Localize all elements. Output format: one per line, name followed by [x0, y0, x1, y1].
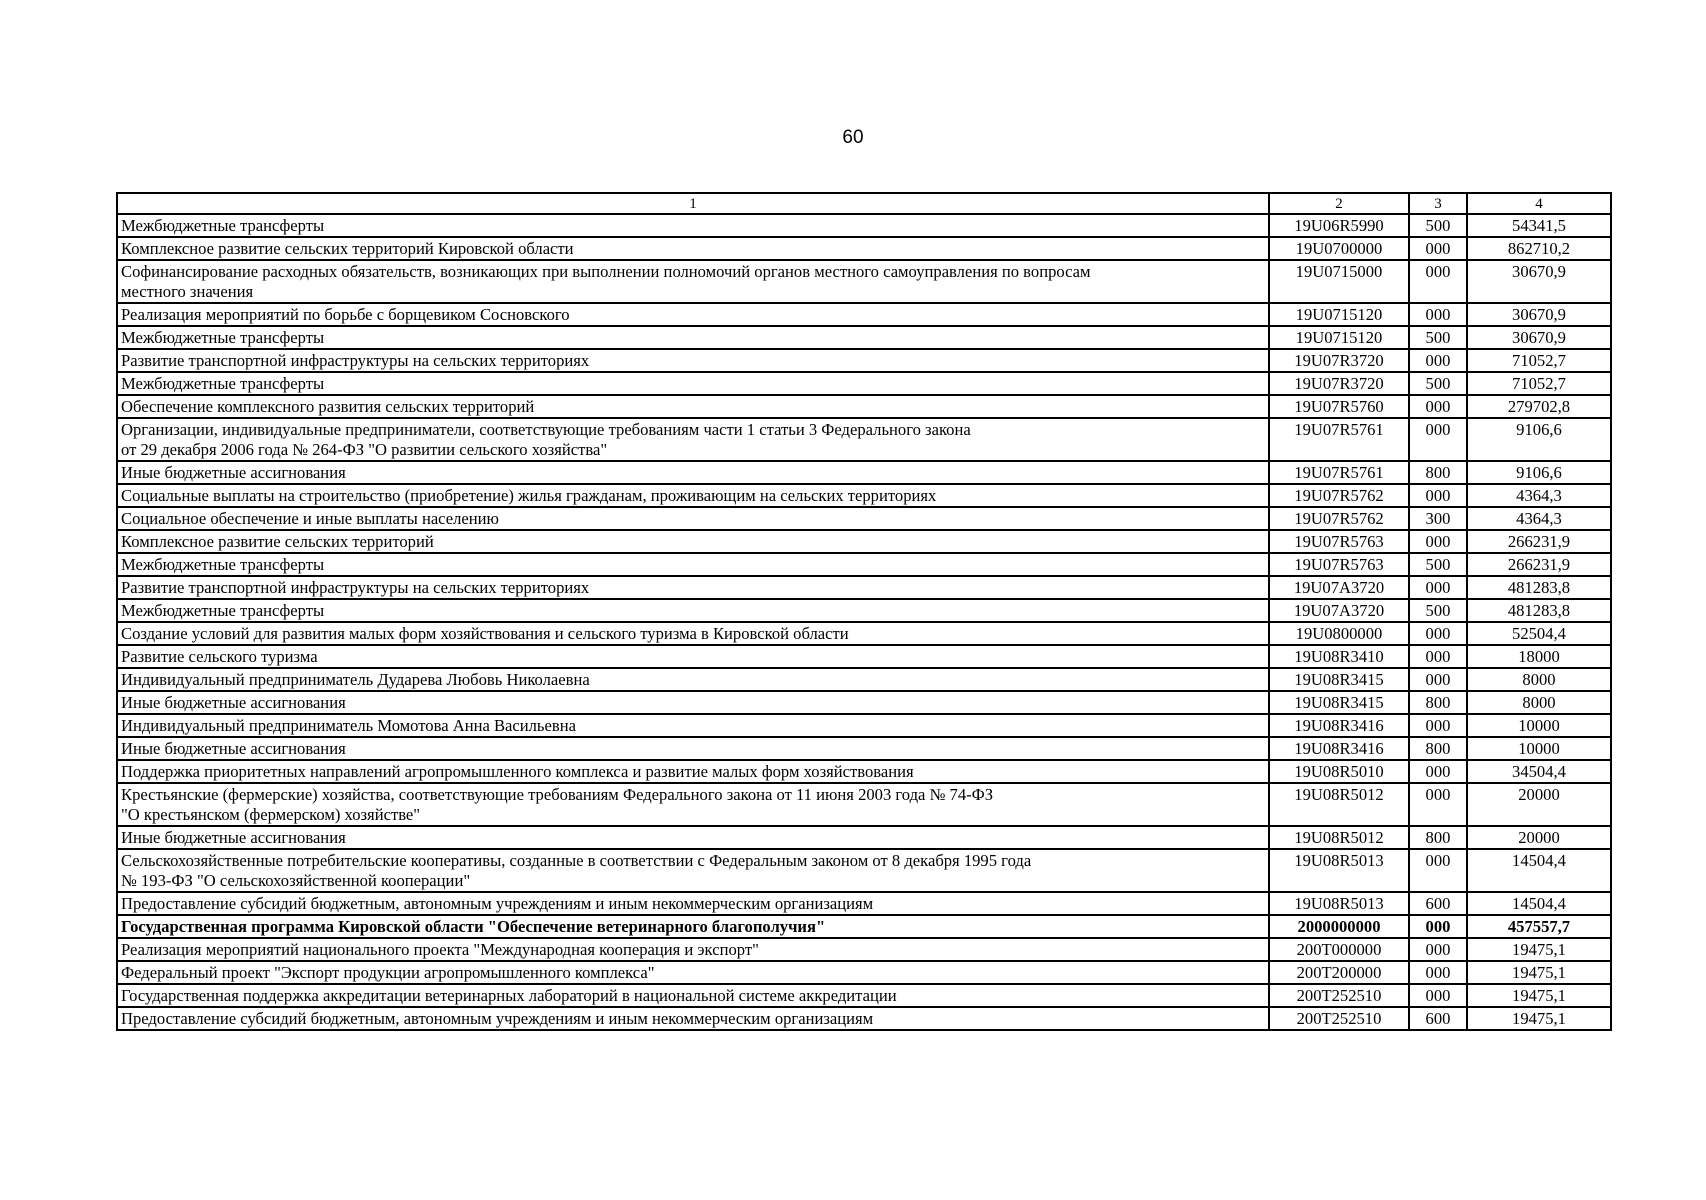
row-name-cell: Государственная поддержка аккредитации ветеринарных лабораторий в национальной системе аккредитации — [117, 984, 1269, 1007]
row-sum-cell: 4364,3 — [1467, 484, 1611, 507]
row-name-cell: Крестьянские (фермерские) хозяйства, соответствующие требованиям Федерального закона от 11 июня 2003 года № 74-ФЗ "О крестьянском (фермерском) хозяйстве" — [117, 783, 1269, 826]
row-type-cell: 000 — [1409, 783, 1467, 826]
row-type-cell: 800 — [1409, 737, 1467, 760]
row-name-cell: Реализация мероприятий национального проекта "Международная кооперация и экспорт" — [117, 938, 1269, 961]
table-row — [117, 530, 1611, 553]
row-sum-cell: 71052,7 — [1467, 372, 1611, 395]
row-type-cell: 500 — [1409, 326, 1467, 349]
row-name-cell: Межбюджетные трансферты — [117, 326, 1269, 349]
row-sum-cell: 52504,4 — [1467, 622, 1611, 645]
row-code-cell: 19U07R3720 — [1269, 372, 1409, 395]
row-sum-cell: 20000 — [1467, 783, 1611, 826]
row-sum-cell: 457557,7 — [1467, 915, 1611, 938]
table-row — [117, 961, 1611, 984]
row-sum-cell: 9106,6 — [1467, 461, 1611, 484]
table-row — [117, 938, 1611, 961]
row-sum-cell: 18000 — [1467, 645, 1611, 668]
row-type-cell: 000 — [1409, 530, 1467, 553]
row-sum-cell: 8000 — [1467, 668, 1611, 691]
row-code-cell: 19U08R3416 — [1269, 737, 1409, 760]
row-code-cell: 19U08R5013 — [1269, 892, 1409, 915]
row-sum-cell: 54341,5 — [1467, 214, 1611, 237]
row-sum-cell: 19475,1 — [1467, 984, 1611, 1007]
row-type-cell: 600 — [1409, 1007, 1467, 1030]
row-code-cell: 19U07R5762 — [1269, 484, 1409, 507]
table-row — [117, 984, 1611, 1007]
row-type-cell: 000 — [1409, 395, 1467, 418]
row-code-cell: 19U08R3410 — [1269, 645, 1409, 668]
row-name-cell: Создание условий для развития малых форм хозяйствования и сельского туризма в Кировской области — [117, 622, 1269, 645]
row-code-cell: 2000000000 — [1269, 915, 1409, 938]
row-code-cell: 200T252510 — [1269, 1007, 1409, 1030]
table-row — [117, 461, 1611, 484]
row-type-cell: 000 — [1409, 645, 1467, 668]
row-name-cell: Предоставление субсидий бюджетным, автономным учреждениям и иным некоммерческим организациям — [117, 892, 1269, 915]
table-header-row — [117, 193, 1611, 214]
page-number: 60 — [842, 127, 864, 148]
row-sum-cell: 30670,9 — [1467, 260, 1611, 303]
row-name-cell: Межбюджетные трансферты — [117, 214, 1269, 237]
row-code-cell: 19U08R3416 — [1269, 714, 1409, 737]
row-code-cell: 200T200000 — [1269, 961, 1409, 984]
table-row — [117, 714, 1611, 737]
row-type-cell: 000 — [1409, 938, 1467, 961]
table-row — [117, 826, 1611, 849]
row-sum-cell: 30670,9 — [1467, 326, 1611, 349]
row-code-cell: 19U08R5012 — [1269, 826, 1409, 849]
table-row — [117, 326, 1611, 349]
row-sum-cell: 481283,8 — [1467, 576, 1611, 599]
row-name-cell: Развитие транспортной инфраструктуры на сельских территориях — [117, 349, 1269, 372]
row-sum-cell: 20000 — [1467, 826, 1611, 849]
row-type-cell: 800 — [1409, 461, 1467, 484]
row-code-cell: 19U08R5012 — [1269, 783, 1409, 826]
row-name-cell: Межбюджетные трансферты — [117, 372, 1269, 395]
header-col-4: 4 — [1467, 193, 1611, 214]
table-row — [117, 691, 1611, 714]
row-code-cell: 19U08R5010 — [1269, 760, 1409, 783]
row-code-cell: 19U07R5761 — [1269, 461, 1409, 484]
row-type-cell: 000 — [1409, 961, 1467, 984]
row-sum-cell: 19475,1 — [1467, 938, 1611, 961]
row-type-cell: 600 — [1409, 892, 1467, 915]
table-row — [117, 783, 1611, 826]
row-name-cell: Поддержка приоритетных направлений агропромышленного комплекса и развитие малых форм хозяйствования — [117, 760, 1269, 783]
row-name-cell: Предоставление субсидий бюджетным, автономным учреждениям и иным некоммерческим организациям — [117, 1007, 1269, 1030]
row-type-cell: 000 — [1409, 668, 1467, 691]
row-type-cell: 500 — [1409, 599, 1467, 622]
row-name-cell: Государственная программа Кировской области "Обеспечение ветеринарного благополучия" — [117, 915, 1269, 938]
row-name-cell: Комплексное развитие сельских территорий Кировской области — [117, 237, 1269, 260]
budget-table-body — [117, 193, 1611, 1030]
table-row — [117, 507, 1611, 530]
header-col-1: 1 — [117, 193, 1269, 214]
row-type-cell: 000 — [1409, 714, 1467, 737]
row-code-cell: 19U0715120 — [1269, 326, 1409, 349]
row-type-cell: 000 — [1409, 849, 1467, 892]
row-sum-cell: 14504,4 — [1467, 892, 1611, 915]
row-name-cell: Индивидуальный предприниматель Момотова Анна Васильевна — [117, 714, 1269, 737]
table-row — [117, 645, 1611, 668]
row-sum-cell: 266231,9 — [1467, 530, 1611, 553]
row-sum-cell: 4364,3 — [1467, 507, 1611, 530]
row-code-cell: 19U0715000 — [1269, 260, 1409, 303]
row-sum-cell: 10000 — [1467, 714, 1611, 737]
row-type-cell: 000 — [1409, 260, 1467, 303]
row-type-cell: 300 — [1409, 507, 1467, 530]
table-row — [117, 395, 1611, 418]
row-sum-cell: 8000 — [1467, 691, 1611, 714]
row-code-cell: 19U07R5761 — [1269, 418, 1409, 461]
row-sum-cell: 30670,9 — [1467, 303, 1611, 326]
row-sum-cell: 10000 — [1467, 737, 1611, 760]
row-sum-cell: 14504,4 — [1467, 849, 1611, 892]
row-sum-cell: 862710,2 — [1467, 237, 1611, 260]
row-name-cell: Организации, индивидуальные предприниматели, соответствующие требованиям части 1 статьи 3 Федерального закона от 29 декабря 2006 года № 264-ФЗ "О развитии сельского хозяйства" — [117, 418, 1269, 461]
table-row — [117, 915, 1611, 938]
row-name-cell: Федеральный проект "Экспорт продукции агропромышленного комплекса" — [117, 961, 1269, 984]
row-type-cell: 000 — [1409, 760, 1467, 783]
row-name-cell: Социальное обеспечение и иные выплаты населению — [117, 507, 1269, 530]
header-col-2: 2 — [1269, 193, 1409, 214]
table-row — [117, 760, 1611, 783]
row-type-cell: 800 — [1409, 691, 1467, 714]
row-type-cell: 000 — [1409, 349, 1467, 372]
row-name-cell: Межбюджетные трансферты — [117, 553, 1269, 576]
row-name-cell: Иные бюджетные ассигнования — [117, 461, 1269, 484]
row-sum-cell: 19475,1 — [1467, 1007, 1611, 1030]
row-name-cell: Иные бюджетные ассигнования — [117, 737, 1269, 760]
row-type-cell: 500 — [1409, 214, 1467, 237]
row-code-cell: 19U07R5760 — [1269, 395, 1409, 418]
table-row — [117, 484, 1611, 507]
row-code-cell: 19U08R3415 — [1269, 691, 1409, 714]
table-row — [117, 892, 1611, 915]
table-row — [117, 622, 1611, 645]
row-sum-cell: 71052,7 — [1467, 349, 1611, 372]
row-code-cell: 19U0715120 — [1269, 303, 1409, 326]
row-code-cell: 19U07R5763 — [1269, 530, 1409, 553]
table-row — [117, 576, 1611, 599]
row-type-cell: 000 — [1409, 915, 1467, 938]
table-row — [117, 214, 1611, 237]
table-row — [117, 418, 1611, 461]
row-name-cell: Иные бюджетные ассигнования — [117, 826, 1269, 849]
row-type-cell: 000 — [1409, 622, 1467, 645]
table-row — [117, 349, 1611, 372]
row-sum-cell: 266231,9 — [1467, 553, 1611, 576]
budget-table — [116, 192, 1612, 1031]
row-type-cell: 500 — [1409, 553, 1467, 576]
row-code-cell: 200T252510 — [1269, 984, 1409, 1007]
row-name-cell: Межбюджетные трансферты — [117, 599, 1269, 622]
row-name-cell: Развитие сельского туризма — [117, 645, 1269, 668]
row-code-cell: 19U07R5762 — [1269, 507, 1409, 530]
row-code-cell: 19U07R3720 — [1269, 349, 1409, 372]
row-code-cell: 200T000000 — [1269, 938, 1409, 961]
row-code-cell: 19U06R5990 — [1269, 214, 1409, 237]
row-type-cell: 000 — [1409, 984, 1467, 1007]
row-code-cell: 19U08R3415 — [1269, 668, 1409, 691]
row-name-cell: Социальные выплаты на строительство (приобретение) жилья гражданам, проживающим на сельских территориях — [117, 484, 1269, 507]
table-row — [117, 553, 1611, 576]
table-row — [117, 260, 1611, 303]
table-row — [117, 599, 1611, 622]
row-code-cell: 19U07A3720 — [1269, 599, 1409, 622]
row-code-cell: 19U0700000 — [1269, 237, 1409, 260]
row-sum-cell: 9106,6 — [1467, 418, 1611, 461]
header-col-3: 3 — [1409, 193, 1467, 214]
row-type-cell: 500 — [1409, 372, 1467, 395]
row-type-cell: 000 — [1409, 484, 1467, 507]
row-code-cell: 19U0800000 — [1269, 622, 1409, 645]
row-sum-cell: 279702,8 — [1467, 395, 1611, 418]
row-code-cell: 19U07R5763 — [1269, 553, 1409, 576]
row-name-cell: Софинансирование расходных обязательств, возникающих при выполнении полномочий органов местного самоуправления по вопросам местного значения — [117, 260, 1269, 303]
row-type-cell: 000 — [1409, 303, 1467, 326]
row-name-cell: Индивидуальный предприниматель Дударева Любовь Николаевна — [117, 668, 1269, 691]
table-row — [117, 849, 1611, 892]
row-code-cell: 19U08R5013 — [1269, 849, 1409, 892]
row-sum-cell: 481283,8 — [1467, 599, 1611, 622]
table-row — [117, 372, 1611, 395]
row-type-cell: 000 — [1409, 418, 1467, 461]
table-row — [117, 237, 1611, 260]
row-name-cell: Реализация мероприятий по борьбе с борщевиком Сосновского — [117, 303, 1269, 326]
row-name-cell: Сельскохозяйственные потребительские кооперативы, созданные в соответствии с Федеральным законом от 8 декабря 1995 года № 193-ФЗ "О сельскохозяйственной кооперации" — [117, 849, 1269, 892]
row-type-cell: 800 — [1409, 826, 1467, 849]
row-sum-cell: 19475,1 — [1467, 961, 1611, 984]
row-name-cell: Развитие транспортной инфраструктуры на сельских территориях — [117, 576, 1269, 599]
table-row — [117, 668, 1611, 691]
table-row — [117, 303, 1611, 326]
table-row — [117, 1007, 1611, 1030]
row-name-cell: Иные бюджетные ассигнования — [117, 691, 1269, 714]
row-type-cell: 000 — [1409, 237, 1467, 260]
row-sum-cell: 34504,4 — [1467, 760, 1611, 783]
row-name-cell: Обеспечение комплексного развития сельских территорий — [117, 395, 1269, 418]
table-row — [117, 737, 1611, 760]
row-type-cell: 000 — [1409, 576, 1467, 599]
row-code-cell: 19U07A3720 — [1269, 576, 1409, 599]
row-name-cell: Комплексное развитие сельских территорий — [117, 530, 1269, 553]
